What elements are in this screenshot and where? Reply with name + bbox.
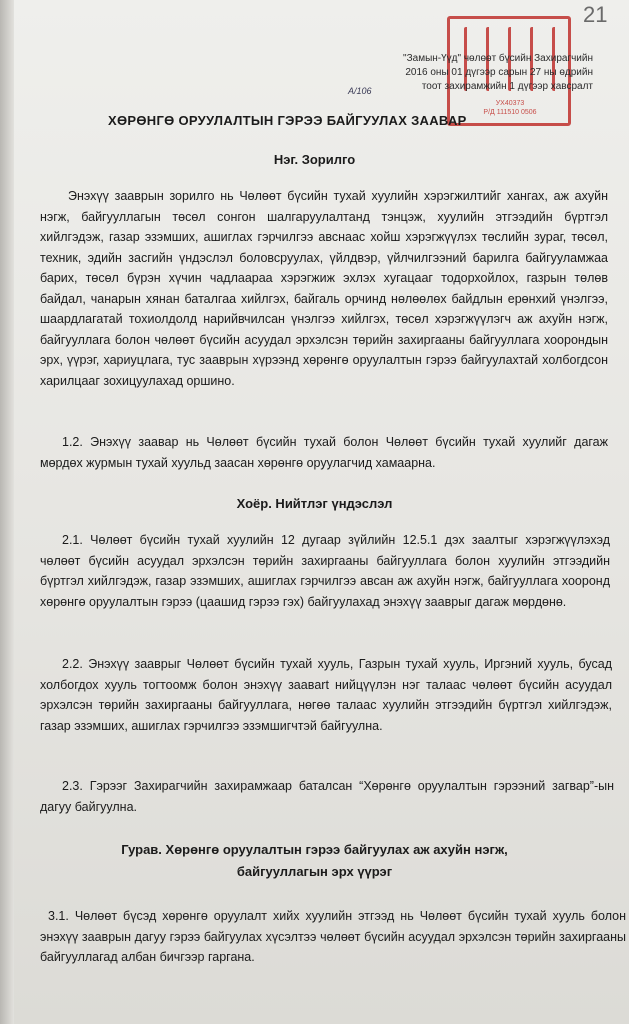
section-2-heading: Хоёр. Нийтлэг үндэслэл <box>236 496 393 511</box>
approval-line-2: 2016 оны 01 дүгээр сарын 27 ны өдрийн <box>405 67 593 78</box>
document-title: ХӨРӨНГӨ ОРУУЛАЛТЫН ГЭРЭЭ БАЙГУУЛАХ ЗААВАР <box>108 113 467 128</box>
section-1-paragraph-1: Энэхүү зааврын зорилго нь Чөлөөт бүсийн тухай хуулийн хэрэгжилтийг хангах, аж ахуйн нэгж, байгууллагын төсөл сонгон шалгаруулалтанд тэнцэж, хуулийн этгээдийн бүртгэл хийлгэдэж, газар эзэмших, ашиглах гэрчилгээ авснаас хойш хэрэгжүүлэх төслийн зураг, төсөл, техник, эдийн засгийн үндэслэл боловсруулах, үйлдвэр, үйлчилгээний барилга байгууламжаа барих, төсөл бүрэн хүчин чадлаараа хэрэгжиж эхлэх хугацааг тодорхойлох, газрын төлөв байдал, чанарын хянан баталгаа хийлгэх, байгаль орчинд нөлөөлөх байдлын ерөнхий үнэлгээ, шаардлагатай тохиолдолд нарийвчилсан үнэлгээ хийлгэх, төсөл хэрэгжүүлэгч аж ахуйн нэгж, байгууллага болон чөлөөт бүсийн асуудал эрхэлсэн төрийн захиргааны байгууллага хоорондын эрх, үүрэг, хариуцлага, тус зааврын хүрээнд хөрөнгө оруулалтын гэрээ байгуулахтай холбогдсон харилцааг зохицуулахад оршино. <box>40 189 608 388</box>
section-3-heading-line-2: байгууллагын эрх үүрэг <box>236 864 393 879</box>
section-1-paragraph-2: 1.2. Энэхүү заавар нь Чөлөөт бүсийн тухай болон Чөлөөт бүсийн тухай хуулийг дагаж мөрдөх журмын тухай хуульд заасан хөрөнгө оруулагчид хамаарна. <box>40 435 608 470</box>
handwritten-number: A/106 <box>348 86 372 96</box>
approval-line-1: "Замын-Үүд" чөлөөт бүсийн Захирагчийн <box>403 53 593 64</box>
section-3-heading-line-1: Гурав. Хөрөнгө оруулалтын гэрээ байгуулах аж ахуйн нэгж, <box>121 842 508 857</box>
section-2-paragraph-2: 2.2. Энэхүү зааврыг Чөлөөт бүсийн тухай хууль, Газрын тухай хууль, Иргэний хууль, бусад холбогдох хууль тогтоомж болон энэхүү заавart нийцүүлэн нэг талаас чөлөөт бүсийн асуудал эрхэлсэн төрийн захиргааны байгууллага, нөгөө талаас хуулийн этгээдийн бүртгэл хийлгэдэж, газар эзэмших, ашиглах гэрчилгээ эзэмшигчтэй байгуулна. <box>40 657 612 733</box>
section-1-heading: Нэг. Зорилго <box>273 152 356 167</box>
stamp-id: УХ40373 Р/Д 111510 0506 <box>483 100 537 116</box>
page-corner-number: 21 <box>583 2 608 27</box>
section-2-paragraph-1: 2.1. Чөлөөт бүсийн тухай хуулийн 12 дугаар зүйлийн 12.5.1 дэх заалтыг хэрэгжүүлэхэд чөлөөт бүсийн асуудал эрхэлсэн төрийн захиргааны байгууллага болон хуулийн этгээдийн бүртгэл хийлгэдэж, газар эзэмших, ашиглах гэрчилгээ авсан аж ахуйн нэгж, байгууллага хооронд хөрөнгө оруулалтын гэрээ (цаашид гэрээ гэх) байгуулахад энэхүү зааврыг дагаж мөрдөнө. <box>40 533 610 609</box>
approval-line-3: тоот захирамжийн 1 дүгээр хавсралт <box>421 81 593 92</box>
section-3-paragraph-1: 3.1. Чөлөөт бүсэд хөрөнгө оруулалт хийх хуулийн этгээд нь Чөлөөт бүсийн тухай хууль болон энэхүү зааврын дагуу гэрээ байгуулах хүсэлтээ чөлөөт бүсийн асуудал эрхэлсэн төрийн захиргааны байгууллагад албан бичгээр гаргана. <box>40 909 626 964</box>
section-2-paragraph-3: 2.3. Гэрээг Захирагчийн захирамжаар баталсан “Хөрөнгө оруулалтын гэрээний загвар”-ын дагуу байгуулна. <box>40 779 614 814</box>
